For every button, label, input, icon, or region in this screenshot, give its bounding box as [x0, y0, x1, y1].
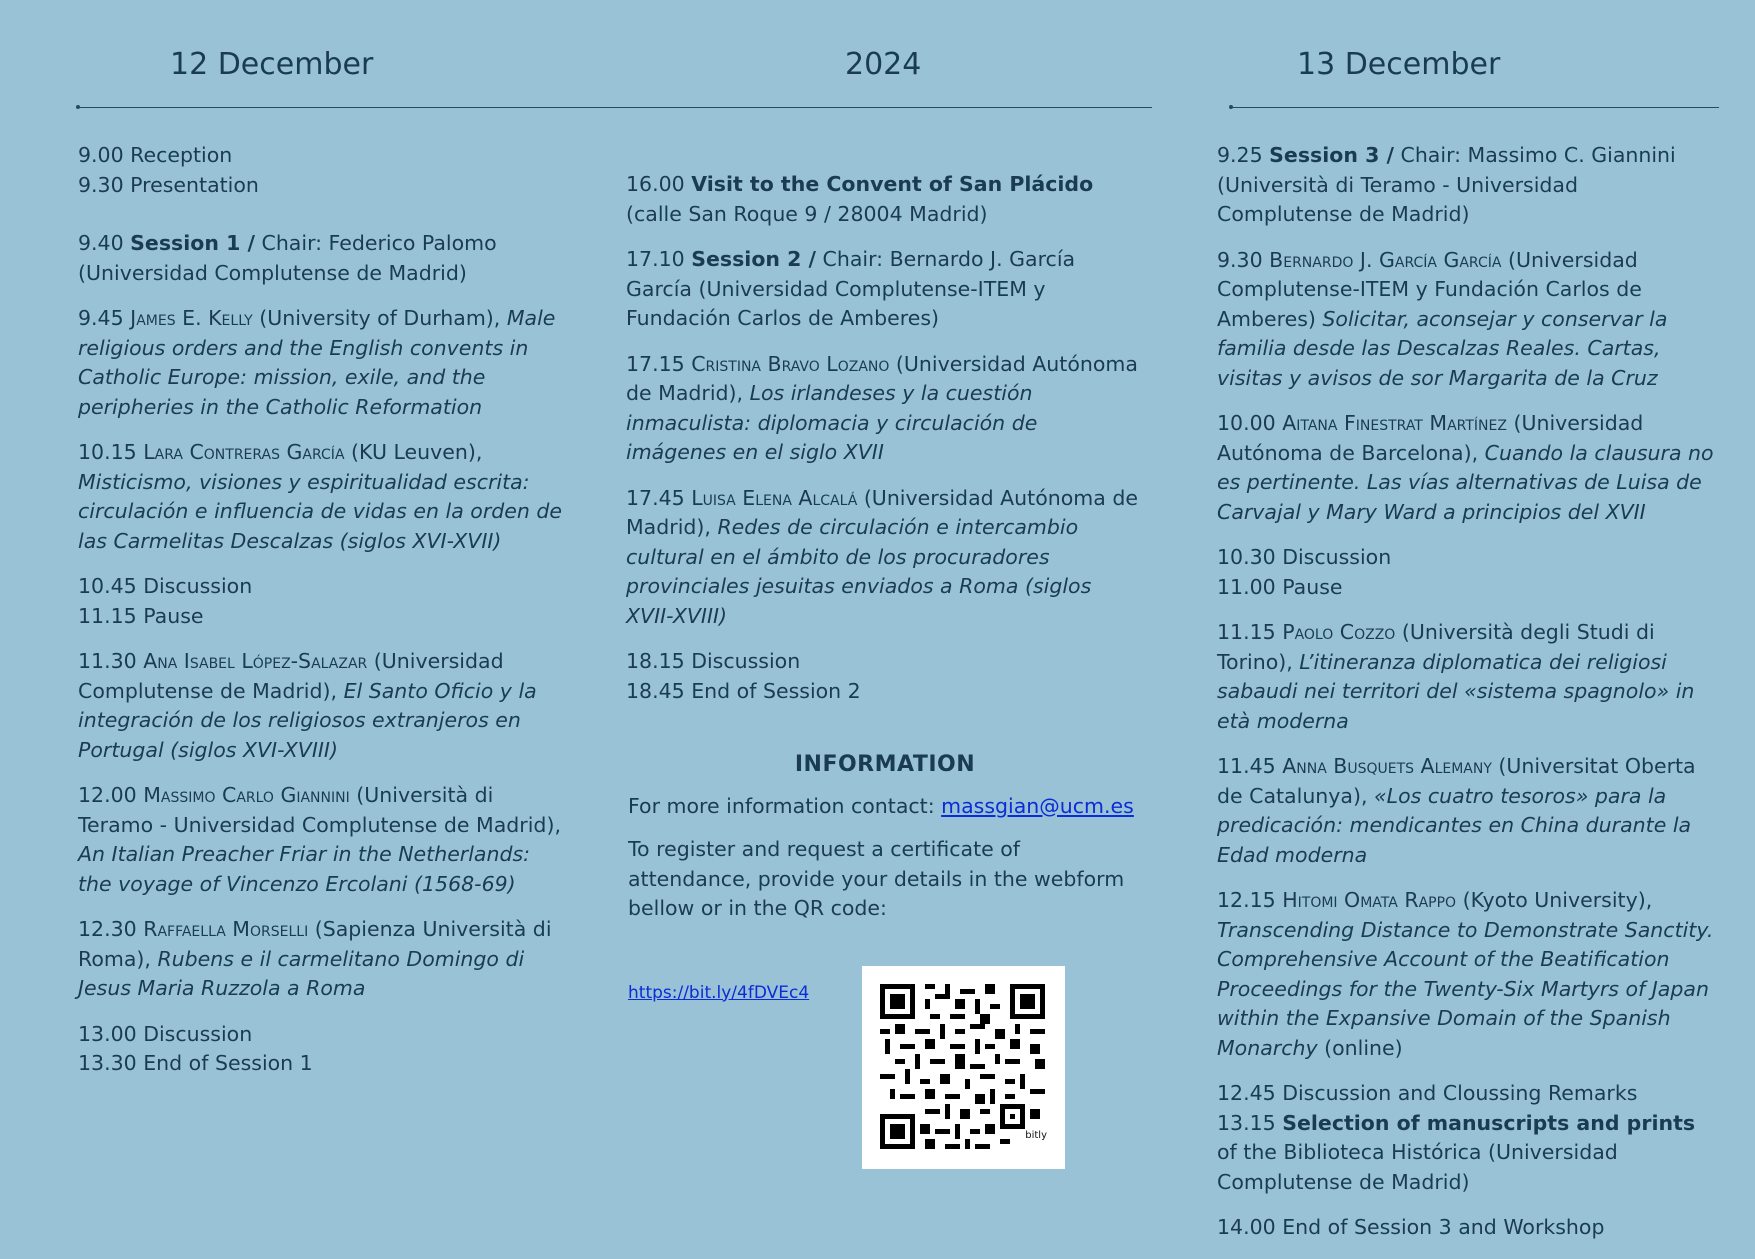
talk-entry: 17.45 Luisa Elena Alcalá (Universidad Autónoma de Madrid), Redes de circulación e intercambio cultural en el ámbito de los procuradores provinciales jesuitas enviados a Roma (siglos XVII-XVIII) — [626, 485, 1138, 628]
schedule-item: 10.30 Discussion — [1217, 545, 1392, 569]
talk-entry: 11.45 Anna Busquets Alemany (Universitat Oberta de Catalunya), «Los cuatro tesoros» para la predicación: mendicantes en China durante la Edad moderna — [1217, 754, 1696, 867]
schedule-item: 13.30 End of Session 1 — [78, 1051, 313, 1075]
contact-email-link[interactable]: massgian@ucm.es — [941, 793, 1134, 818]
schedule-item: 9.00 Reception — [78, 143, 233, 167]
schedule-item: 12.45 Discussion and Cloussing Remarks — [1217, 1081, 1638, 1105]
schedule-item: 11.15 Pause — [78, 603, 204, 628]
schedule-item: 11.00 Pause — [1217, 574, 1343, 599]
schedule-item: 10.45 Discussion — [78, 574, 253, 598]
talk-entry: 12.30 Raffaella Morselli (Sapienza Università di Roma), Rubens e il carmelitano Domingo di Jesus Maria Ruzzola a Roma — [78, 917, 552, 1000]
session1-heading: 9.40 Session 1 / Chair: Federico Palomo (Universidad Complutense de Madrid) — [78, 231, 497, 285]
session2-heading: 17.10 Session 2 / Chair: Bernardo J. García García (Universidad Complutense-ITEM y Fundación Carlos de Amberes) — [626, 247, 1076, 330]
schedule-item: 13.00 Discussion — [78, 1021, 253, 1046]
day1-program — [78, 141, 568, 1095]
visit-entry: 16.00 Visit to the Convent of San Plácido (calle San Roque 9 / 28004 Madrid) — [626, 172, 1094, 226]
talk-entry: 11.15 Paolo Cozzo (Università degli Studi di Torino), L’itineranza diplomatica dei religiosi sabaudi nei territori del «sistema spagnolo» in età moderna — [1217, 620, 1695, 733]
talk-entry: 10.15 Lara Contreras García (KU Leuven), Misticismo, visiones y espiritualidad escrita: circulación e influencia de vidas en la orden de las Carmelitas Descalzas (siglos XVI-XVII) — [78, 440, 563, 553]
talk-entry: 12.15 Hitomi Omata Rappo (Kyoto University), Transcending Distance to Demonstrate Sanctity. Comprehensive Account of the Beatification Proceedings for the Twenty-Six Martyrs of Japan within the Expansive Domain of the Spanish Monarchy (online) — [1217, 888, 1714, 1060]
day2-date-heading: 13 December — [1297, 47, 1501, 82]
schedule-item: 18.45 End of Session 2 — [626, 678, 861, 703]
register-text: To register and request a certificate of attendance, provide your details in the webform bellow or in the QR code: — [628, 837, 1125, 920]
schedule-item: 9.30 Presentation — [78, 172, 259, 197]
qr-brand-label: bitly — [1025, 1130, 1047, 1141]
day1-date-heading: 12 December — [170, 47, 374, 82]
session3-heading: 9.25 Session 3 / Chair: Massimo C. Giannini (Università di Teramo - Universidad Complutense de Madrid) — [1217, 143, 1676, 226]
qr-code-icon — [880, 984, 1045, 1149]
talk-entry: 9.30 Bernardo J. García García (Universidad Complutense-ITEM y Fundación Carlos de Amberes) Solicitar, aconsejar y conservar la familia desde las Descalzas Reales. Cartas, visitas y avisos de sor Margarita de la Cruz — [1217, 247, 1668, 390]
information-section — [626, 750, 1142, 1171]
year-heading: 2024 — [845, 47, 922, 82]
talk-entry: 9.45 James E. Kelly (University of Durham), Male religious orders and the English convents in Catholic Europe: mission, exile, and the peripheries in the Catholic Reformation — [78, 306, 556, 419]
registration-row — [628, 966, 1142, 1171]
talk-entry: 10.00 Aitana Finestrat Martínez (Universidad Autónoma de Barcelona), Cuando la clausura no es pertinente. Las vías alternativas de Luisa de Carvajal y Mary Ward a principios del XVII — [1217, 411, 1714, 524]
talk-entry: 12.00 Massimo Carlo Giannini (Università di Teramo - Universidad Complutense de Madrid), An Italian Preacher Friar in the Netherlands: the voyage of Vincenzo Ercolani (1568-69) — [78, 783, 561, 896]
qr-code[interactable] — [862, 966, 1065, 1169]
contact-label: For more information contact: — [628, 793, 942, 818]
talk-entry: 11.30 Ana Isabel López-Salazar (Universidad Complutense de Madrid), El Santo Oficio y la integración de los religiosos extranjeros en Portugal (siglos XVI-XVIII) — [78, 649, 537, 762]
header-rule-right — [1231, 107, 1719, 108]
talk-entry: 17.15 Cristina Bravo Lozano (Universidad Autónoma de Madrid), Los irlandeses y la cuestión inmaculista: diplomacia y circulación de imágenes en el siglo XVII — [626, 351, 1138, 464]
selection-entry: 13.15 Selection of manuscripts and prints of the Biblioteca Histórica (Universidad Complutense de Madrid) — [1217, 1110, 1696, 1194]
registration-short-link[interactable]: https://bit.ly/4fDVEc4 — [628, 982, 810, 1003]
schedule-item: 14.00 End of Session 3 and Workshop — [1217, 1215, 1605, 1239]
header-rule-left — [78, 107, 1152, 108]
day1-afternoon-program — [626, 170, 1142, 1171]
day2-program — [1217, 141, 1717, 1259]
information-title: INFORMATION — [794, 752, 976, 777]
schedule-item: 18.15 Discussion — [626, 649, 801, 673]
